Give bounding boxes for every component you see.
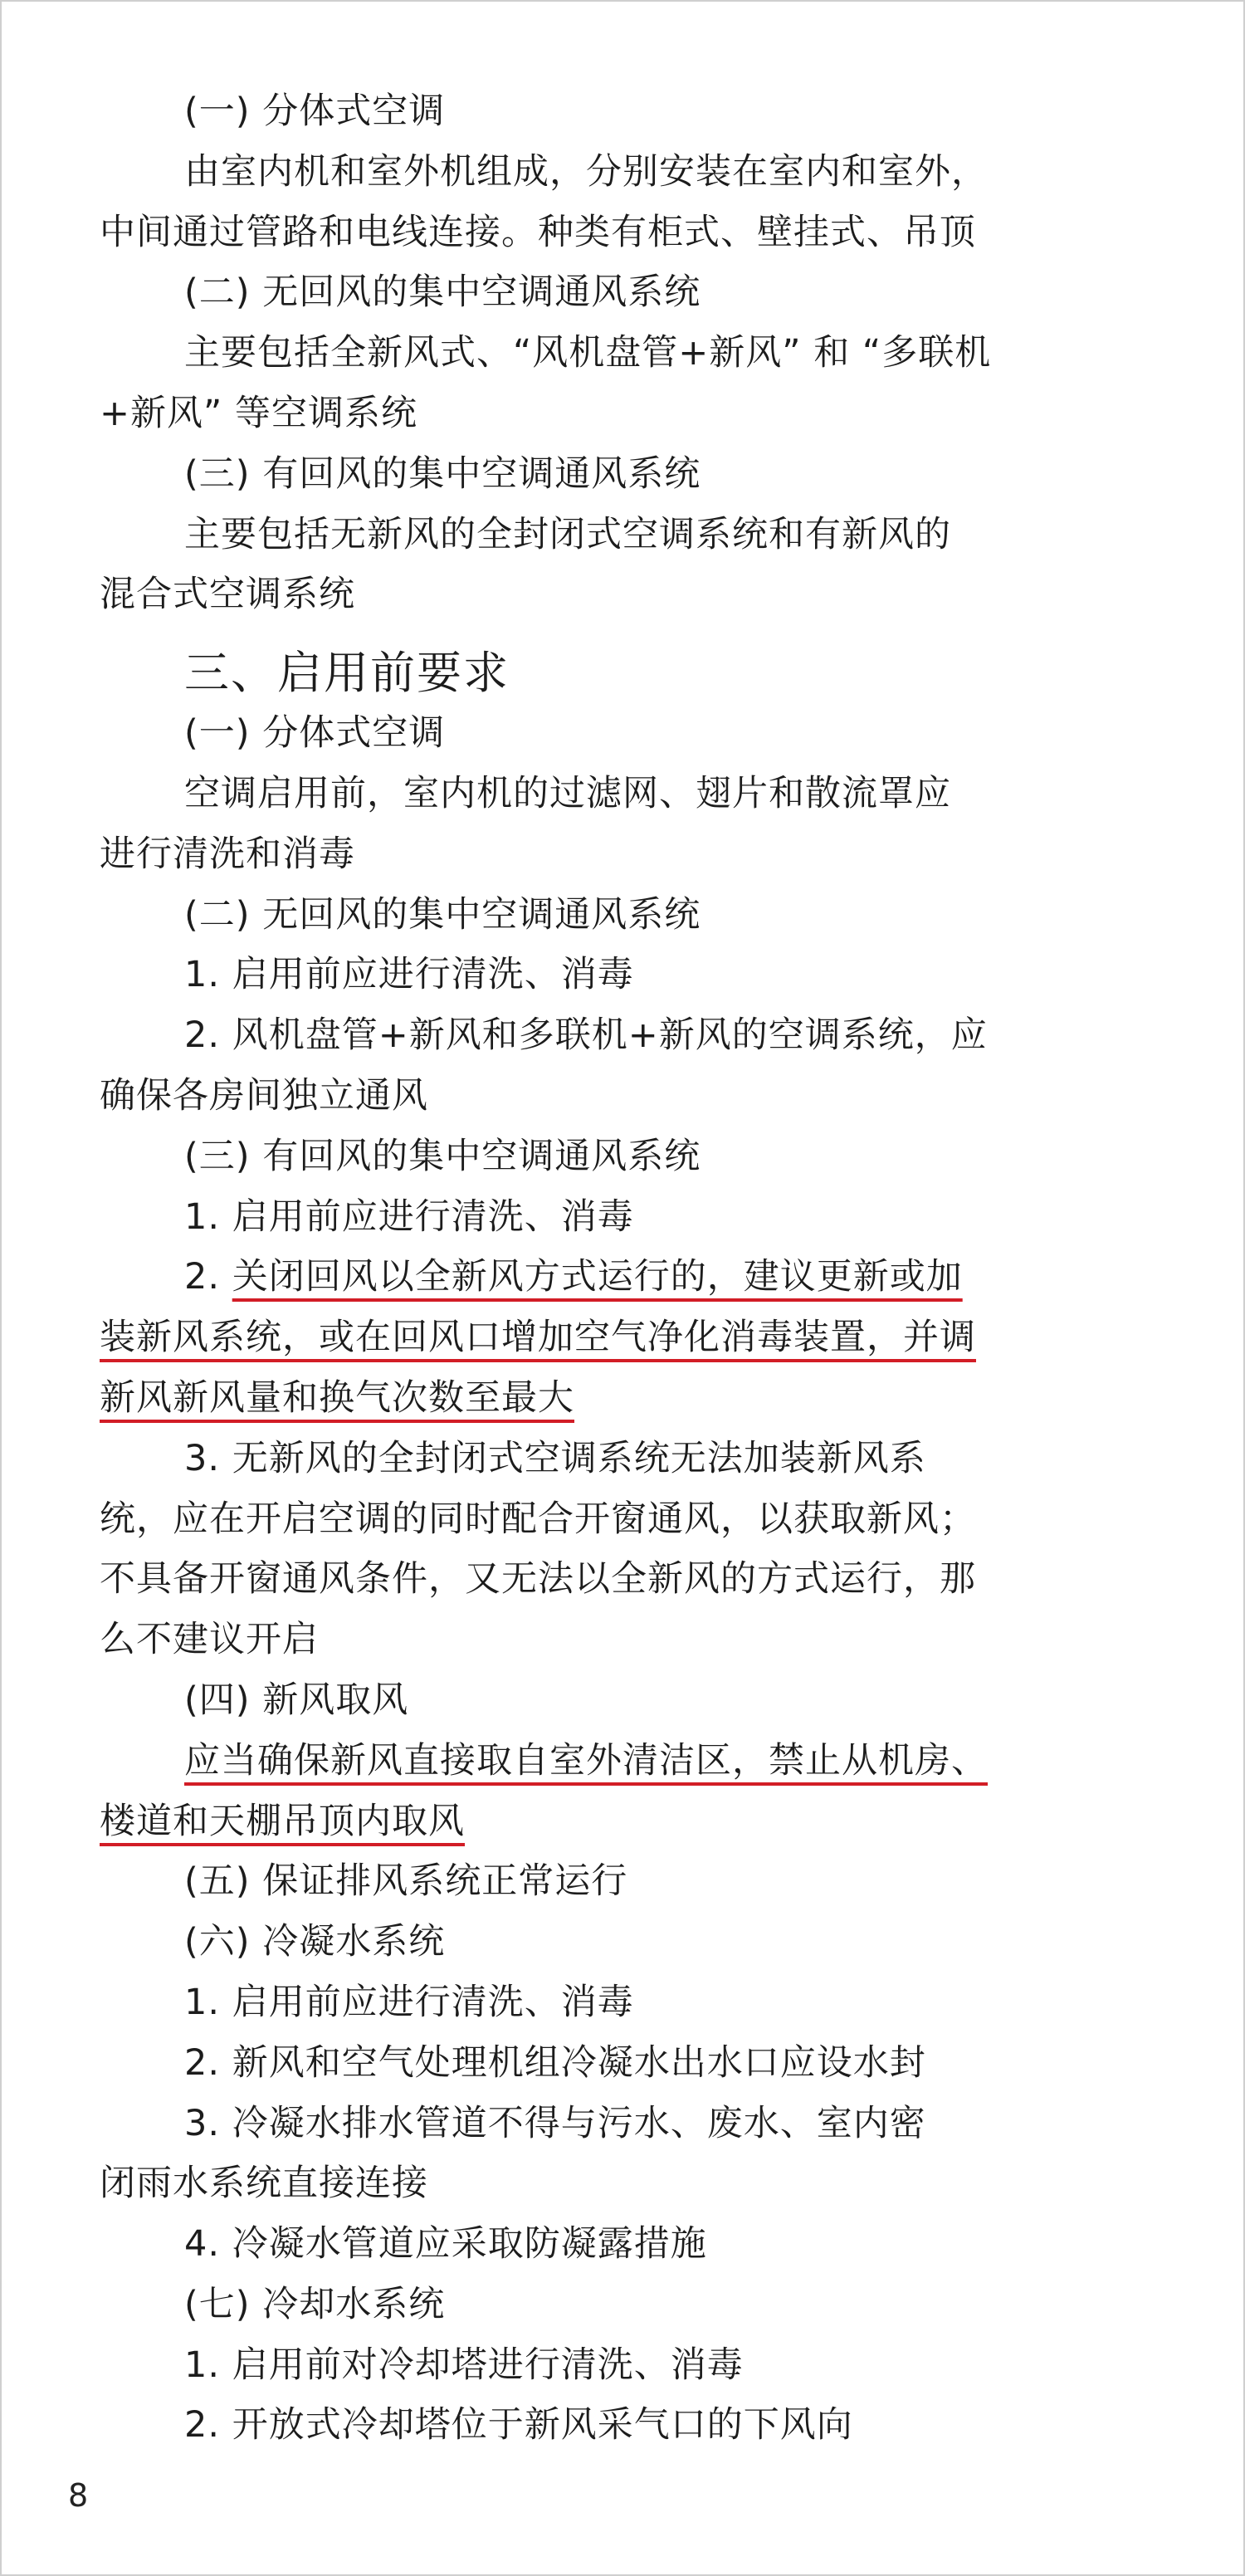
list-item: 1. 启用前对冷却塔进行清洗、消毒	[184, 2344, 744, 2386]
paragraph-line: 么不建议开启	[100, 1619, 319, 1661]
paragraph-line: 确保各房间独立通风	[100, 1074, 428, 1117]
list-number: 2.	[184, 1256, 232, 1298]
paragraph-line	[100, 1791, 1039, 1852]
paragraph-line: 闭雨水系统直接连接	[100, 2163, 428, 2205]
paragraph-line: 进行清洗和消毒	[100, 833, 355, 875]
list-item: 2. 风机盘管+新风和多联机+新风的空调系统，应	[184, 1014, 988, 1057]
paragraph-line: 由室内机和室外机组成，分别安装在室内和室外，	[184, 150, 988, 193]
subsection-title: (六) 冷凝水系统	[184, 1921, 446, 1963]
section-heading: 三、启用前要求	[184, 647, 510, 700]
list-item: 2. 新风和空气处理机组冷凝水出水口应设水封	[184, 2041, 926, 2084]
paragraph-line	[100, 1368, 1039, 1429]
underlined-text: 装新风系统，或在回风口增加空气净化消毒装置，并调	[100, 1317, 976, 1359]
list-item: 3. 无新风的全封闭式空调系统无法加装新风系	[184, 1437, 926, 1479]
list-item	[100, 1247, 1039, 1308]
subsection-title: (七) 冷却水系统	[184, 2283, 446, 2325]
list-item: 4. 冷凝水管道应采取防凝露措施	[184, 2223, 707, 2266]
subsection-title: (五) 保证排风系统正常运行	[184, 1860, 628, 1903]
list-item: 1. 启用前应进行清洗、消毒	[184, 1981, 634, 2023]
underlined-text: 关闭回风以全新风方式运行的，建议更新或加	[232, 1256, 963, 1298]
page-number: 8	[68, 2477, 89, 2514]
subsection-title: (四) 新风取风	[184, 1679, 409, 1721]
list-item: 1. 启用前应进行清洗、消毒	[184, 954, 634, 996]
page-body	[100, 81, 1039, 2456]
subsection-title: (一) 分体式空调	[184, 712, 446, 755]
paragraph-line: 主要包括无新风的全封闭式空调系统和有新风的	[184, 513, 951, 555]
underlined-text: 新风新风量和换气次数至最大	[100, 1376, 574, 1419]
paragraph-line: 空调启用前，室内机的过滤网、翅片和散流罩应	[184, 772, 951, 814]
underlined-text: 应当确保新风直接取自室外清洁区，禁止从机房、	[184, 1739, 988, 1782]
subsection-title: (二) 无回风的集中空调通风系统	[184, 893, 701, 936]
paragraph-line: 主要包括全新风式、“风机盘管+新风” 和 “多联机	[184, 332, 992, 374]
paragraph-line	[100, 1308, 1039, 1368]
list-item: 2. 开放式冷却塔位于新风采气口的下风向	[184, 2404, 853, 2446]
paragraph-line: 中间通过管路和电线连接。种类有柜式、壁挂式、吊顶	[100, 211, 976, 253]
list-item: 3. 冷凝水排水管道不得与污水、废水、室内密	[184, 2102, 926, 2144]
paragraph-line: 不具备开窗通风条件，又无法以全新风的方式运行，那	[100, 1558, 976, 1601]
paragraph-line	[100, 1731, 1039, 1791]
paragraph-line: 混合式空调系统	[100, 574, 355, 616]
paragraph-line: 统，应在开启空调的同时配合开窗通风，以获取新风；	[100, 1498, 976, 1540]
subsection-title: (二) 无回风的集中空调通风系统	[184, 271, 701, 314]
paragraph-line: +新风” 等空调系统	[100, 392, 417, 434]
subsection-title: (三) 有回风的集中空调通风系统	[184, 452, 701, 495]
subsection-title: (三) 有回风的集中空调通风系统	[184, 1135, 701, 1177]
underlined-text: 楼道和天棚吊顶内取风	[100, 1800, 465, 1842]
list-item: 1. 启用前应进行清洗、消毒	[184, 1195, 634, 1238]
subsection-title: (一) 分体式空调	[184, 90, 446, 132]
